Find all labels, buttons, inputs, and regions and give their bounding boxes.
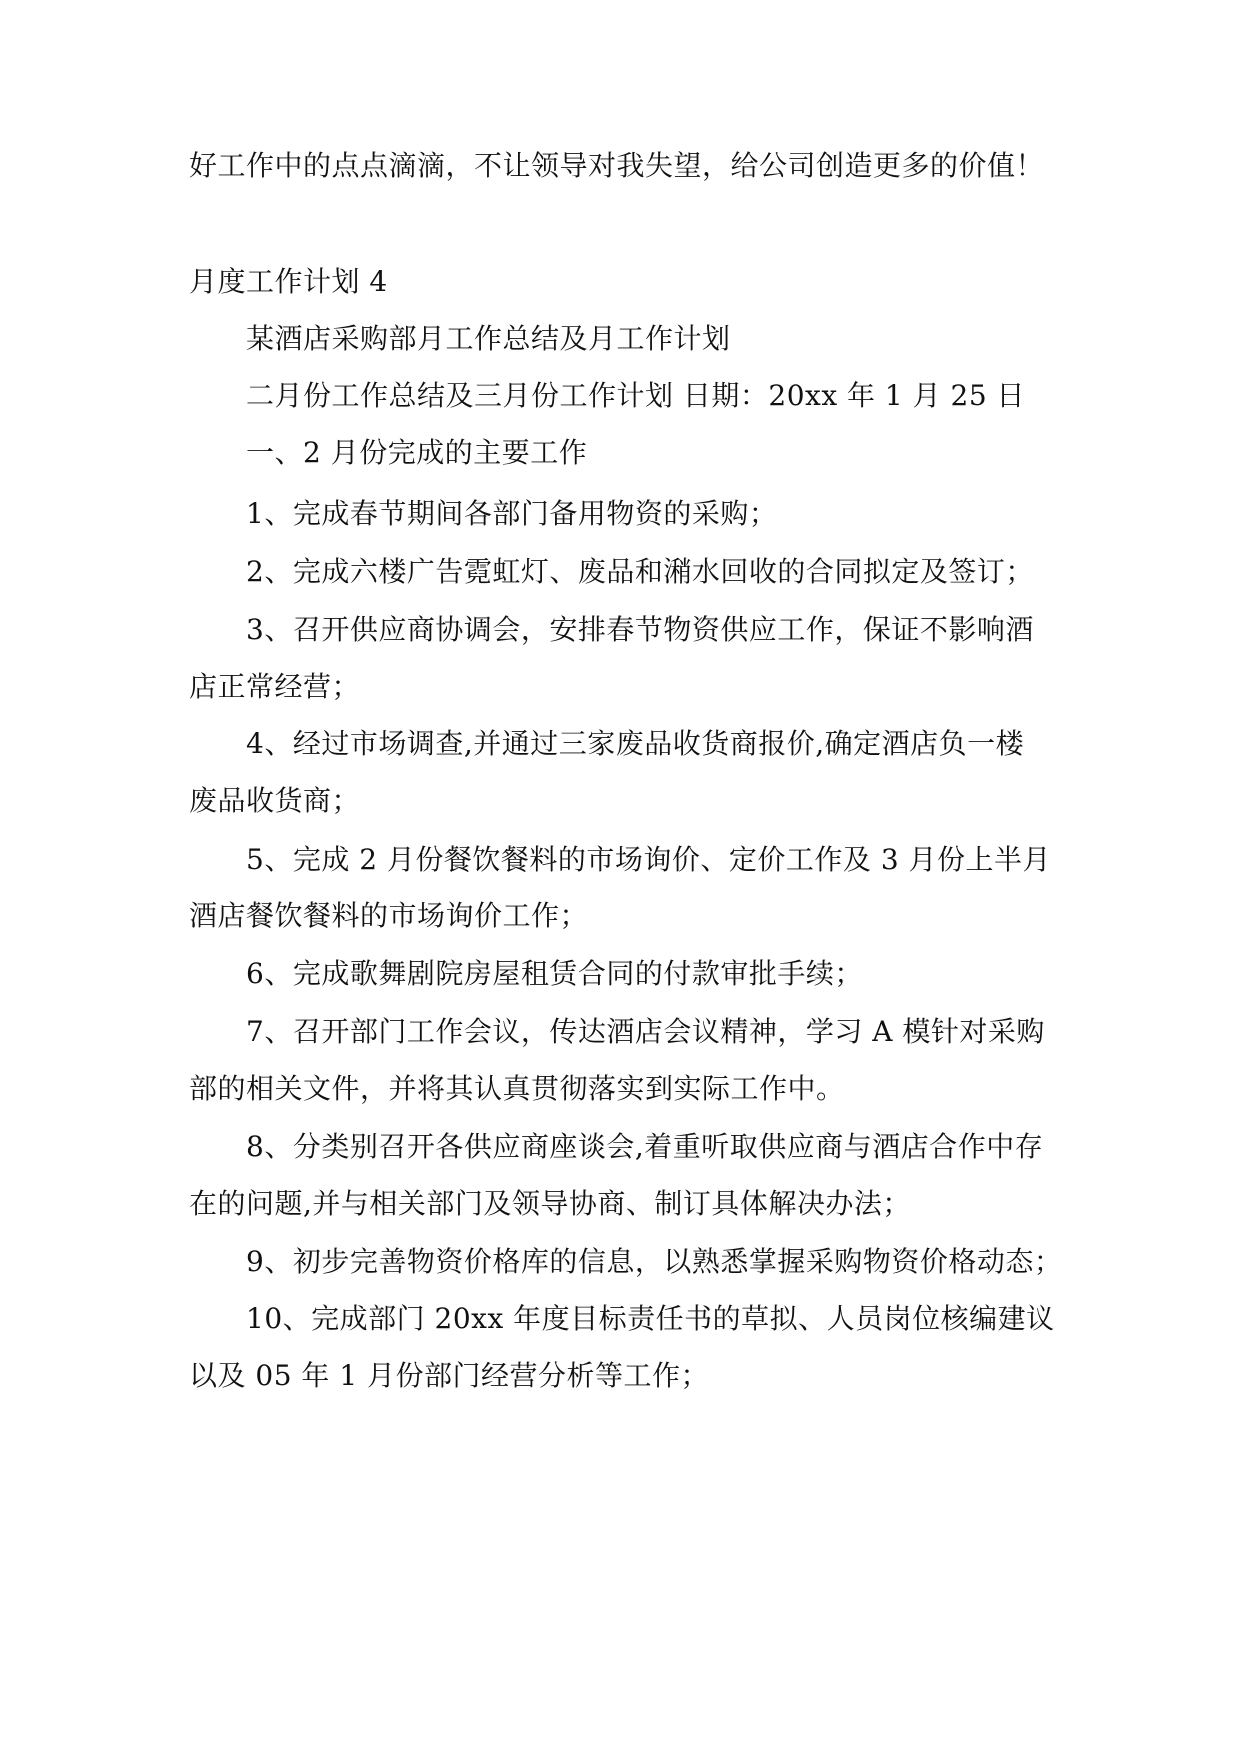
part-heading: 一、2 月份完成的主要工作 <box>246 436 588 469</box>
list-item-3: 3、召开供应商协调会，安排春节物资供应工作，保证不影响酒 <box>246 613 1034 646</box>
document-title: 某酒店采购部月工作总结及月工作计划 <box>246 322 731 355</box>
list-item-10-cont: 以及 05 年 1 月份部门经营分析等工作； <box>189 1359 710 1392</box>
list-item-4: 4、经过市场调查,并通过三家废品收货商报价,确定酒店负一楼 <box>246 727 1025 760</box>
list-item-7: 7、召开部门工作会议，传达酒店会议精神，学习 A 模针对采购 <box>246 1015 1045 1048</box>
list-item-3-cont: 店正常经营； <box>189 670 361 703</box>
list-item-1: 1、完成春节期间各部门备用物资的采购； <box>246 497 778 530</box>
list-item-7-cont: 部的相关文件，并将其认真贯彻落实到实际工作中。 <box>189 1072 845 1105</box>
list-item-8: 8、分类别召开各供应商座谈会,着重听取供应商与酒店合作中存 <box>246 1130 1044 1163</box>
list-item-5-cont: 酒店餐饮餐料的市场询价工作； <box>189 899 589 932</box>
list-item-2: 2、完成六楼广告霓虹灯、废品和潲水回收的合同拟定及签订； <box>246 555 1034 588</box>
list-item-10: 10、完成部门 20xx 年度目标责任书的草拟、人员岗位核编建议 <box>246 1302 1055 1335</box>
continuation-text: 好工作中的点点滴滴，不让领导对我失望，给公司创造更多的价值！ <box>189 149 1045 182</box>
document-subtitle: 二月份工作总结及三月份工作计划 日期：20xx 年 1 月 25 日 <box>246 379 1026 412</box>
list-item-9: 9、初步完善物资价格库的信息，以熟悉掌握采购物资价格动态； <box>246 1245 1063 1278</box>
section-heading: 月度工作计划 4 <box>189 265 388 298</box>
list-item-6: 6、完成歌舞剧院房屋租赁合同的付款审批手续； <box>246 957 863 990</box>
list-item-5: 5、完成 2 月份餐饮餐料的市场询价、定价工作及 3 月份上半月 <box>246 843 1052 876</box>
list-item-4-cont: 废品收货商； <box>189 784 361 817</box>
list-item-8-cont: 在的问题,并与相关部门及领导协商、制订具体解决办法； <box>189 1187 911 1220</box>
